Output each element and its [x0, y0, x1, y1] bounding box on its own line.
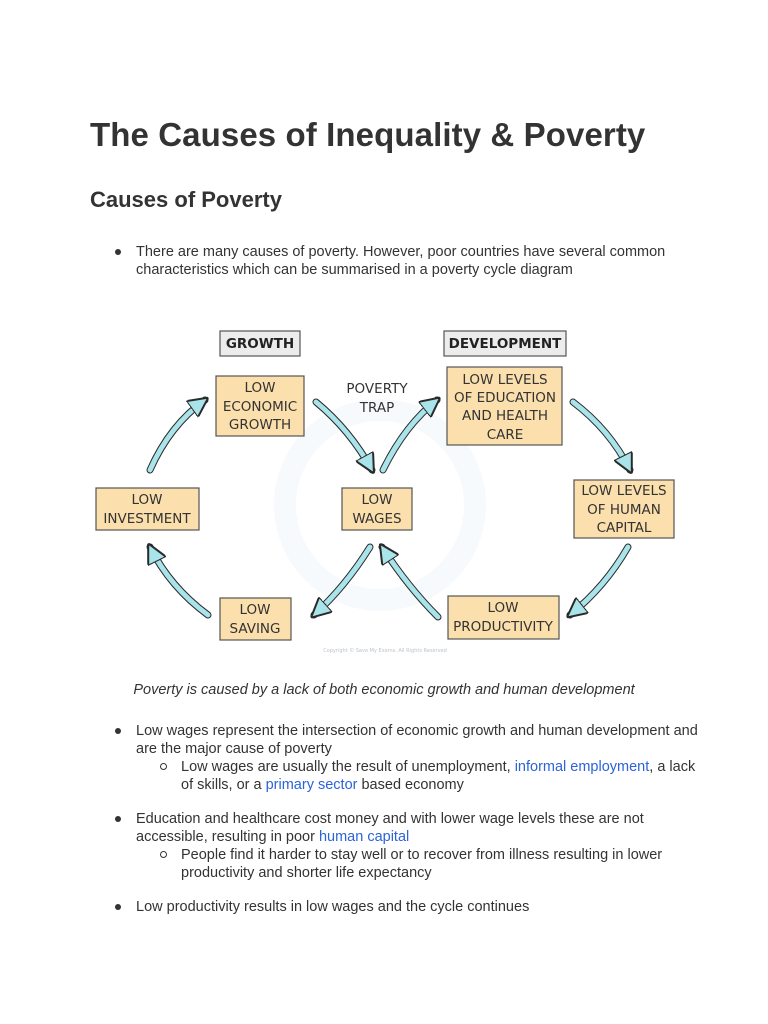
poverty-cycle-diagram	[90, 325, 680, 660]
sub-list	[136, 846, 698, 882]
intro-bullet: There are many causes of poverty. However, poor countries have several common characteristics which can be summarised in a poverty cycle diagram	[108, 243, 698, 279]
svg-text:CARE: CARE	[486, 427, 524, 443]
svg-text:SAVING: SAVING	[229, 621, 281, 637]
svg-text:TRAP: TRAP	[359, 400, 395, 416]
sub-text-middle: , a lack of skills, or a	[181, 759, 696, 793]
svg-text:LOW: LOW	[361, 492, 393, 508]
svg-text:LOW: LOW	[131, 492, 163, 508]
bullet-text: Low wages represent the intersection of economic growth and human development and are the major cause of poverty	[136, 723, 698, 757]
svg-text:GROWTH: GROWTH	[225, 336, 295, 352]
svg-text:LOW LEVELS: LOW LEVELS	[462, 372, 548, 388]
bullet-text-before: Education and healthcare cost money and with lower wage levels these are not accessible, resulting in poor	[136, 811, 644, 845]
page-title: The Causes of Inequality & Poverty	[90, 116, 646, 153]
box-low-wages	[342, 488, 412, 530]
copyright-text: Copyright © Save My Exams. All Rights Reserved	[323, 648, 447, 654]
svg-text:WAGES: WAGES	[352, 511, 402, 527]
svg-text:INVESTMENT: INVESTMENT	[103, 511, 191, 527]
svg-text:GROWTH: GROWTH	[228, 417, 292, 433]
svg-text:LOW: LOW	[244, 380, 276, 396]
svg-text:CAPITAL: CAPITAL	[596, 520, 652, 536]
svg-text:DEVELOPMENT: DEVELOPMENT	[448, 336, 562, 352]
sub-text-before: Low wages are usually the result of unemployment,	[181, 759, 515, 775]
bullet-low-wages	[108, 722, 698, 794]
growth-header	[220, 331, 300, 356]
svg-text:AND HEALTH: AND HEALTH	[462, 408, 548, 424]
section-heading: Causes of Poverty	[90, 187, 282, 212]
svg-text:LOW LEVELS: LOW LEVELS	[581, 483, 667, 499]
svg-text:ECONOMIC: ECONOMIC	[222, 399, 298, 415]
svg-text:PRODUCTIVITY: PRODUCTIVITY	[453, 619, 553, 635]
svg-text:LOW: LOW	[239, 602, 271, 618]
sub-bullet-illness: People find it harder to stay well or to recover from illness resulting in lower productivity and shorter life expectancy	[136, 846, 698, 882]
svg-text:OF HUMAN: OF HUMAN	[587, 502, 661, 518]
svg-text:LOW: LOW	[487, 600, 519, 616]
box-low-economic-growth	[216, 376, 304, 436]
svg-text:OF EDUCATION: OF EDUCATION	[453, 390, 557, 406]
primary-sector-link[interactable]: primary sector	[265, 777, 358, 793]
box-low-education-health	[447, 367, 562, 445]
box-low-investment	[96, 488, 199, 530]
intro-list	[108, 243, 698, 279]
informal-employment-link[interactable]: informal employment	[514, 759, 650, 775]
bullet-list-1	[108, 722, 698, 794]
figure-caption: Poverty is caused by a lack of both economic growth and human development	[133, 682, 635, 698]
sub-list	[136, 758, 698, 794]
human-capital-link[interactable]: human capital	[318, 829, 410, 845]
sub-text-after: based economy	[357, 777, 464, 793]
svg-text:POVERTY: POVERTY	[346, 381, 408, 397]
bullet-list-2	[108, 810, 698, 882]
box-low-productivity	[448, 596, 559, 639]
bullet-productivity: Low productivity results in low wages and the cycle continues	[108, 898, 698, 916]
sub-bullet-unemployment	[136, 758, 698, 794]
box-low-saving	[220, 598, 291, 640]
development-header	[444, 331, 566, 356]
box-low-human-capital	[574, 480, 674, 538]
bullet-education-healthcare	[108, 810, 698, 882]
bullet-list-3	[108, 898, 698, 916]
